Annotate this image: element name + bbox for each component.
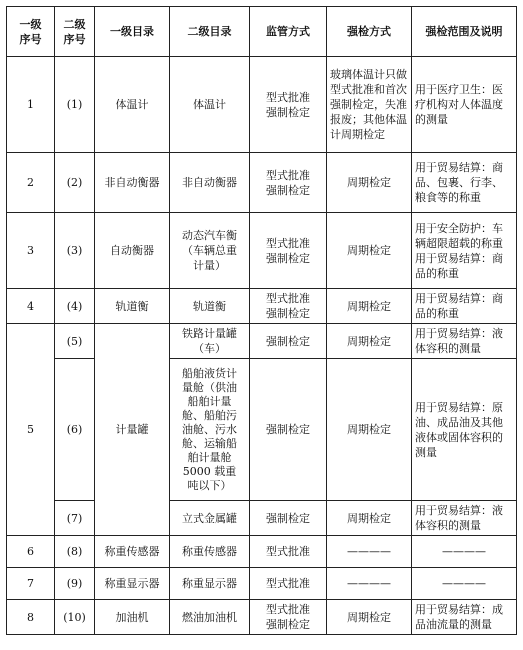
table-row xyxy=(7,324,517,359)
level2-no: (6) xyxy=(55,359,95,501)
level2-category: 非自动衡器 xyxy=(170,153,250,213)
level1-no: 7 xyxy=(7,568,55,600)
level2-no: (8) xyxy=(55,536,95,568)
supervision: 型式批准 xyxy=(250,568,327,600)
supervision: 强制检定 xyxy=(250,501,327,536)
supervision: 强制检定 xyxy=(250,324,327,359)
header-level1-no: 一级 序号 xyxy=(7,7,55,57)
table-row xyxy=(7,213,517,289)
scope: 用于贸易结算：商品、包裹、行李、粮食等的称重 xyxy=(412,153,517,213)
level2-category: 动态汽车衡 （车辆总重 计量） xyxy=(170,213,250,289)
level1-no: 5 xyxy=(7,324,55,536)
level2-category: 称重传感器 xyxy=(170,536,250,568)
level2-no: (5) xyxy=(55,324,95,359)
table-row xyxy=(7,153,517,213)
level1-category: 称重传感器 xyxy=(95,536,170,568)
level1-category: 自动衡器 xyxy=(95,213,170,289)
level2-category: 体温计 xyxy=(170,57,250,153)
level2-category: 船舶液货计 量舱（供油 船舶计量 舱、船舶污 油舱、污水 舱、运输船 舶计量舱 5000 载重 吨以下） xyxy=(170,359,250,501)
level2-category: 轨道衡 xyxy=(170,289,250,324)
scope: 用于贸易结算：液体容积的测量 xyxy=(412,501,517,536)
scope: ———— xyxy=(412,568,517,600)
scope: 用于贸易结算：原油、成品油及其他液体或固体容积的测量 xyxy=(412,359,517,501)
level1-category: 加油机 xyxy=(95,600,170,635)
scope: 用于贸易结算：商品的称重 xyxy=(412,289,517,324)
level1-category: 称重显示器 xyxy=(95,568,170,600)
header-level2-category: 二级目录 xyxy=(170,7,250,57)
inspection-mode: 周期检定 xyxy=(327,289,412,324)
header-level1-category: 一级目录 xyxy=(95,7,170,57)
level1-category: 体温计 xyxy=(95,57,170,153)
supervision: 型式批准 强制检定 xyxy=(250,57,327,153)
scope: 用于贸易结算：成品油流量的测量 xyxy=(412,600,517,635)
level2-no: (3) xyxy=(55,213,95,289)
table-row xyxy=(7,501,517,536)
inspection-mode: 周期检定 xyxy=(327,359,412,501)
supervision: 型式批准 强制检定 xyxy=(250,213,327,289)
supervision: 型式批准 强制检定 xyxy=(250,153,327,213)
scope: 用于医疗卫生：医疗机构对人体温度的测量 xyxy=(412,57,517,153)
level2-no: (2) xyxy=(55,153,95,213)
level2-category: 铁路计量罐 （车） xyxy=(170,324,250,359)
level1-category: 非自动衡器 xyxy=(95,153,170,213)
level2-category: 立式金属罐 xyxy=(170,501,250,536)
catalog-table xyxy=(6,6,517,635)
level1-category: 计量罐 xyxy=(95,324,170,536)
level1-no: 2 xyxy=(7,153,55,213)
scope: 用于贸易结算：液体容积的测量 xyxy=(412,324,517,359)
supervision: 强制检定 xyxy=(250,359,327,501)
inspection-mode: 周期检定 xyxy=(327,213,412,289)
header-level2-no: 二级 序号 xyxy=(55,7,95,57)
table-row xyxy=(7,57,517,153)
table-row xyxy=(7,536,517,568)
level2-no: (7) xyxy=(55,501,95,536)
table-row xyxy=(7,289,517,324)
header-inspection-mode: 强检方式 xyxy=(327,7,412,57)
inspection-mode: 玻璃体温计只做型式批准和首次强制检定，失准报废；其他体温计周期检定 xyxy=(327,57,412,153)
level2-category: 称重显示器 xyxy=(170,568,250,600)
supervision: 型式批准 强制检定 xyxy=(250,289,327,324)
header-scope: 强检范围及说明 xyxy=(412,7,517,57)
level1-no: 1 xyxy=(7,57,55,153)
level1-category: 轨道衡 xyxy=(95,289,170,324)
table-row xyxy=(7,568,517,600)
level1-no: 3 xyxy=(7,213,55,289)
level1-no: 6 xyxy=(7,536,55,568)
table-row xyxy=(7,600,517,635)
inspection-mode: 周期检定 xyxy=(327,153,412,213)
level1-no: 4 xyxy=(7,289,55,324)
level1-no: 8 xyxy=(7,600,55,635)
inspection-mode: 周期检定 xyxy=(327,501,412,536)
supervision: 型式批准 强制检定 xyxy=(250,600,327,635)
header-supervision: 监管方式 xyxy=(250,7,327,57)
supervision: 型式批准 xyxy=(250,536,327,568)
inspection-mode: ———— xyxy=(327,536,412,568)
level2-category: 燃油加油机 xyxy=(170,600,250,635)
level2-no: (4) xyxy=(55,289,95,324)
header-row xyxy=(7,7,517,57)
scope: 用于安全防护：车辆超限超载的称重 用于贸易结算：商品的称重 xyxy=(412,213,517,289)
inspection-mode: 周期检定 xyxy=(327,324,412,359)
level2-no: (1) xyxy=(55,57,95,153)
level2-no: (10) xyxy=(55,600,95,635)
inspection-mode: ———— xyxy=(327,568,412,600)
inspection-mode: 周期检定 xyxy=(327,600,412,635)
level2-no: (9) xyxy=(55,568,95,600)
scope: ———— xyxy=(412,536,517,568)
table-row xyxy=(7,359,517,501)
